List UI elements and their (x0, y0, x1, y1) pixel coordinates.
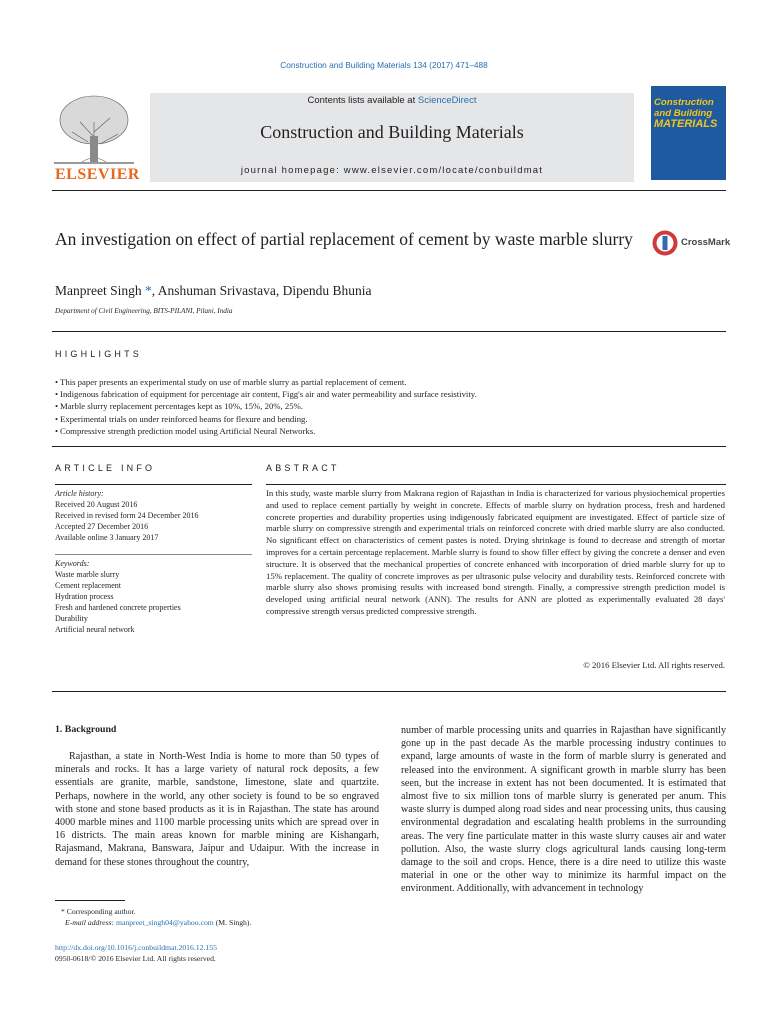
article-title: An investigation on effect of partial replacement of cement by waste marble slurry (55, 229, 633, 249)
article-history-label: Article history: (55, 489, 104, 498)
author-email-link[interactable]: manpreet_singh04@yahoo.com (115, 918, 214, 927)
keywords-label: Keywords: (55, 559, 90, 568)
keyword-item: Durability (55, 614, 88, 623)
abstract-rule (266, 484, 726, 485)
corresponding-author-marker[interactable]: * (141, 283, 152, 298)
body-column-right: number of marble processing units and quarries in Rajasthan have significantly gone up in the past decade As the marble processing industry continues to expand, large amounts of waste in the form of marble slurry is generated and released into the environment. A significant growth in marble slurry has been seen, but the increase in extent has not been documented. It is estimated that almost five to six million tons of marble slurry is generated per anum. This waste slurry is dumped along road sides and near processing units, thus causing environmental degradation and escalating health problems in the surrounding areas. The very fine particulate matter in this waste slurry causes air and water pollution. Also, the waste slurry clogs agricultural lands causing long-term damage to the soil and crops. Hence, there is a dire need to utilize this waste material in one or the other way to minimize its harmful impact on the environment. Additionally, with advancement in technology (401, 725, 726, 895)
highlight-item: • Experimental trials on under reinforced beams for flexure and bending. (55, 413, 725, 425)
history-received: Received 20 August 2016 (55, 500, 138, 509)
crossmark-label[interactable]: CrossMark (681, 237, 731, 248)
journal-cover-title (654, 97, 724, 130)
history-revised: Received in revised form 24 December 2016 (55, 511, 199, 520)
highlight-item: • Indigenous fabrication of equipment for percentage air content, Figg's air and water permeability and surface resistivity. (55, 388, 725, 400)
title-divider (52, 331, 726, 332)
highlight-item: • This paper presents an experimental study on use of marble slurry as partial replacement of cement. (55, 376, 725, 388)
keyword-item: Waste marble slurry (55, 570, 120, 579)
crossmark-icon[interactable] (652, 229, 678, 257)
affiliation: Department of Civil Engineering, BITS-PILANI, Pilani, India (55, 307, 233, 315)
header-divider (52, 190, 726, 191)
contents-line (150, 95, 634, 106)
footnote-email-line (55, 917, 251, 928)
doi-link[interactable]: http://dx.doi.org/10.1016/j.conbuildmat.2016.12.155 (55, 943, 217, 952)
section-heading-background: 1. Background (55, 724, 117, 735)
abstract-copyright: © 2016 Elsevier Ltd. All rights reserved. (583, 660, 725, 670)
keyword-item: Cement replacement (55, 581, 121, 590)
keywords-block (55, 558, 255, 635)
article-history (55, 488, 255, 543)
front-matter-divider (52, 691, 726, 692)
author-list (55, 283, 371, 299)
highlight-item: • Marble slurry replacement percentages kept as 10%, 15%, 20%, 25%. (55, 400, 725, 412)
body-column-left: Rajasthan, a state in North-West India is home to more than 50 types of minerals and rocks. It has a large variety of natural rock deposits, a few essentials are granite, marble, sandstone, limestone, slate and quartzite. Perhaps, nowhere in the world, any other society is found to be so engraved with stone and stone based products as it is in Rajasthan. The state has around 4000 marble mines and 1100 marble processing units which are spread over in 16 districts. The main areas known for marble mining are Kishangarh, Rajasmand, Makrana, Banswara, Jaipur and Udaipur. With the increase in demand for these stones throughout the country, (55, 751, 379, 868)
cover-line-2: and Building (654, 108, 713, 119)
keyword-item: Hydration process (55, 592, 114, 601)
keyword-item: Artificial neural network (55, 625, 135, 634)
journal-title: Construction and Building Materials (260, 122, 524, 142)
highlights-divider (52, 446, 726, 447)
history-online: Available online 3 January 2017 (55, 533, 159, 542)
abstract-text: In this study, waste marble slurry from Makrana region of Rajasthan in India is characterized for various physiochemical properties and used to replace cement partially by weight in concrete. Effects of marble slurry on hydration process, fresh and hardened concrete properties and durability properties using indigenously fabricated equipment are investigated. Effect of particle size of marble slurry on compressive strength and experimental trials on reinforced concrete with dried marble slurry are also conducted. No significant effect on characteristics of cement pastes is noted. Drying shrinkage is found to decrease and strength of mortar improves for a certain percentage replacement. Marble slurry is found to show filler effect by giving the concrete a denser and even structure. It is observed that the mechanical properties of concrete enhanced with incorporation of dried marble slurry for up to 15% replacement. The quality of concrete improves as per ultrasonic pulse velocity and durability tests. Reinforced concrete with marble slurry also shows promising results with increased bond strength. Finally, a compressive strength prediction model is developed using artificial neural network (ANN). The results for ANN are plotted as experimentally evaluated 28 days' compressive strength versus predicted compressive strength. (266, 488, 725, 616)
cover-line-3: MATERIALS (654, 118, 718, 130)
sciencedirect-link[interactable]: ScienceDirect (417, 95, 477, 106)
footnote (55, 906, 251, 928)
highlight-item: • Compressive strength prediction model using Artificial Neural Networks. (55, 425, 725, 437)
highlights-heading: HIGHLIGHTS (55, 349, 143, 359)
journal-reference[interactable]: Construction and Building Materials 134 (2017) 471–488 (280, 60, 488, 70)
article-info-rule (55, 484, 252, 485)
doi-block (55, 942, 217, 964)
email-suffix: (M. Singh). (213, 918, 252, 927)
highlights-list (55, 376, 725, 437)
other-authors: , Anshuman Srivastava, Dipendu Bhunia (151, 283, 372, 298)
email-label: E-mail address: (65, 918, 116, 927)
issn-line: 0950-0618/© 2016 Elsevier Ltd. All rights reserved. (55, 954, 216, 963)
history-accepted: Accepted 27 December 2016 (55, 522, 149, 531)
journal-homepage[interactable]: journal homepage: www.elsevier.com/locate/conbuildmat (240, 165, 544, 176)
abstract-heading: ABSTRACT (266, 463, 340, 473)
article-info-heading: ARTICLE INFO (55, 463, 156, 473)
footnote-corresponding: * Corresponding author. (61, 907, 136, 916)
contents-prefix: Contents lists available at (307, 95, 418, 106)
footnote-rule (55, 900, 125, 901)
first-author: Manpreet Singh (55, 283, 142, 298)
elsevier-wordmark: ELSEVIER (55, 166, 140, 183)
cover-line-1: Construction (654, 97, 714, 108)
keywords-rule (55, 554, 252, 555)
keyword-item: Fresh and hardened concrete properties (55, 603, 181, 612)
